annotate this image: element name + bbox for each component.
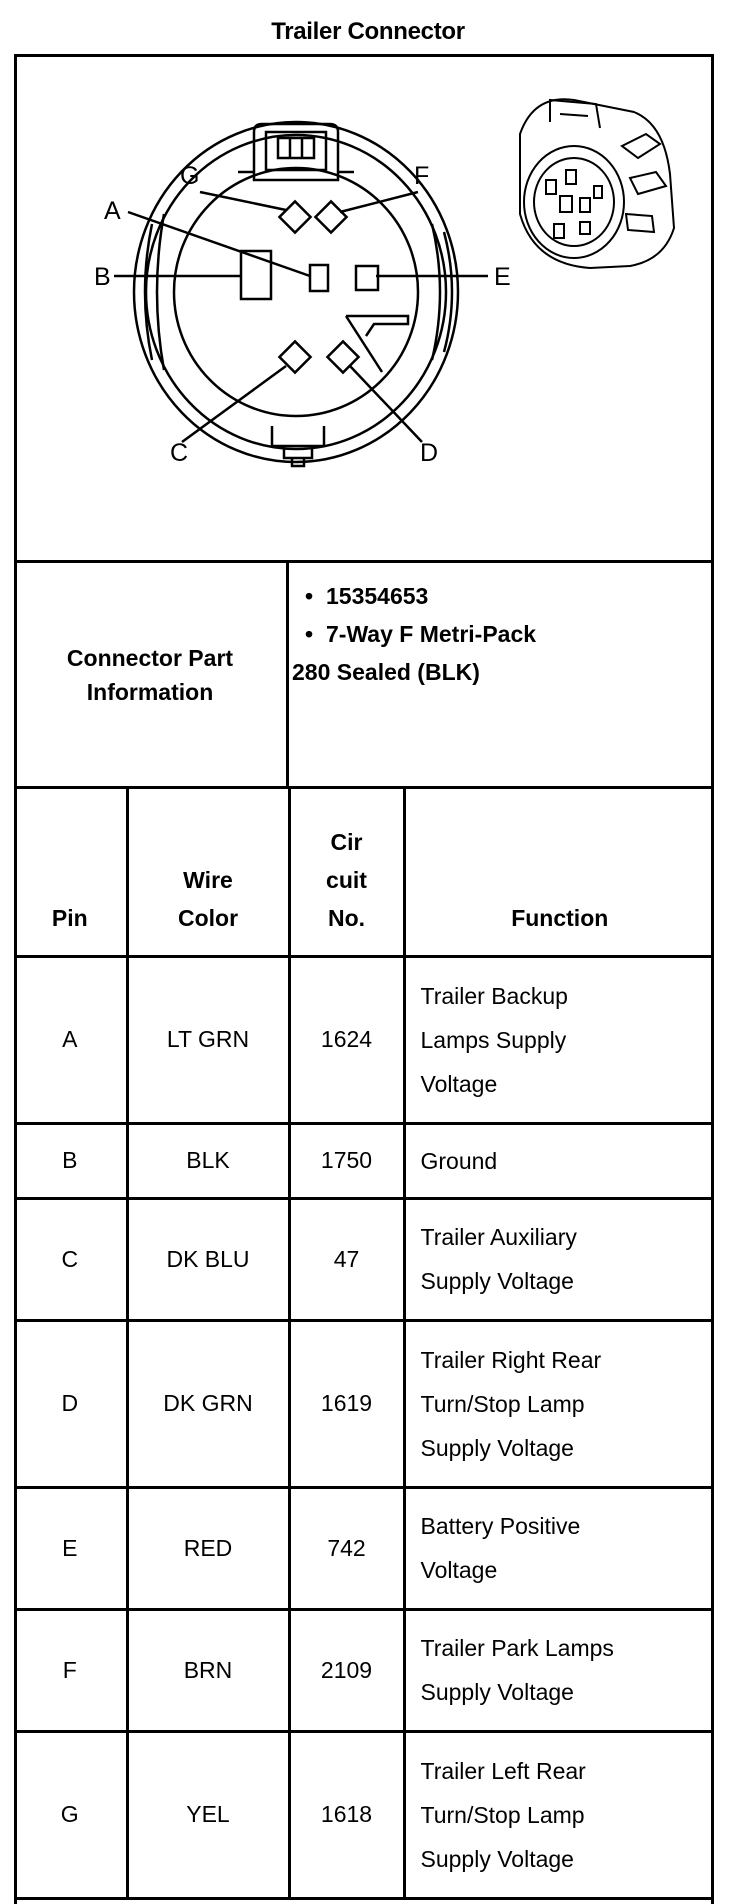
function-line: Ground — [420, 1147, 498, 1174]
function-line: Turn/Stop Lamp — [420, 1390, 585, 1417]
function-cell — [404, 1609, 714, 1731]
function-line: Trailer Right Rear — [420, 1346, 602, 1373]
function-cell — [404, 1123, 714, 1198]
header-circuit-line-1: Cir — [330, 828, 363, 855]
circuit-cell: 742 — [289, 1487, 404, 1609]
connector-type-continuation: 280 Sealed (BLK) — [292, 659, 480, 685]
header-wire-color — [127, 789, 289, 956]
header-pin-text: Pin — [51, 904, 88, 931]
pin-cell: E — [14, 1487, 127, 1609]
table-row — [14, 1198, 714, 1320]
pin-function-table — [14, 789, 714, 1900]
wire-color-cell: BRN — [127, 1609, 289, 1731]
wire-color-cell: DK GRN — [127, 1320, 289, 1487]
part-number: 15354653 — [326, 583, 429, 609]
function-line: Trailer Park Lamps — [420, 1635, 614, 1661]
pin-label-a: A — [104, 197, 121, 225]
connector-part-info-value — [292, 577, 702, 691]
wire-color-cell: DK BLU — [127, 1198, 289, 1320]
pin-leader-lines — [114, 192, 488, 442]
wire-color-cell: BLK — [127, 1123, 289, 1198]
pin-label-f: F — [414, 162, 430, 190]
header-function-text: Function — [511, 904, 609, 931]
pin-terminals — [241, 201, 378, 372]
connector-type: 7-Way F Metri-Pack — [326, 621, 537, 647]
connector-face-diagram — [14, 54, 714, 560]
connector-part-info-label: Connector Part Information — [14, 563, 289, 786]
table-header-row — [14, 789, 714, 956]
document-title: Trailer Connector — [271, 18, 465, 45]
pin-cell: A — [14, 956, 127, 1123]
pin-cell: D — [14, 1320, 127, 1487]
header-circuit-line-2: cuit — [326, 866, 367, 893]
connector-3d-view — [520, 99, 674, 268]
function-cell — [404, 1198, 714, 1320]
pin-label-e: E — [494, 263, 511, 291]
function-line: Supply Voltage — [420, 1679, 574, 1705]
function-cell — [404, 1731, 714, 1898]
function-line: Trailer Backup — [420, 982, 568, 1009]
header-wire-color-line-2: Color — [177, 904, 239, 931]
pin-label-c: C — [170, 439, 189, 467]
circuit-cell: 47 — [289, 1198, 404, 1320]
function-cell — [404, 956, 714, 1123]
pin-table-body — [14, 956, 714, 1898]
function-line: Battery Positive — [420, 1513, 581, 1539]
function-line: Supply Voltage — [420, 1268, 574, 1294]
function-line: Trailer Auxiliary — [420, 1224, 577, 1250]
header-function — [404, 789, 714, 956]
function-cell — [404, 1487, 714, 1609]
function-line: Lamps Supply — [420, 1026, 567, 1053]
circuit-cell: 1619 — [289, 1320, 404, 1487]
table-row — [14, 1320, 714, 1487]
pin-label-g: G — [180, 162, 200, 190]
connector-part-info-row — [14, 563, 714, 789]
wire-color-cell: YEL — [127, 1731, 289, 1898]
function-line: Supply Voltage — [420, 1845, 574, 1872]
table-row — [14, 1731, 714, 1898]
function-cell — [404, 1320, 714, 1487]
header-circuit-no — [289, 789, 404, 956]
circuit-cell: 1618 — [289, 1731, 404, 1898]
circuit-cell: 1750 — [289, 1123, 404, 1198]
part-number-line — [292, 577, 702, 615]
header-pin — [14, 789, 127, 956]
circuit-cell: 1624 — [289, 956, 404, 1123]
table-row — [14, 1609, 714, 1731]
table-row — [14, 1123, 714, 1198]
header-circuit-line-3: No. — [327, 904, 366, 931]
header-wire-color-line-1: Wire — [183, 866, 233, 893]
function-line: Voltage — [420, 1070, 498, 1097]
pin-cell: G — [14, 1731, 127, 1898]
circuit-cell: 2109 — [289, 1609, 404, 1731]
pin-label-d: D — [420, 439, 439, 467]
bullet-icon: • — [304, 583, 314, 609]
pin-label-b: B — [94, 263, 111, 291]
connector-type-line — [292, 615, 702, 653]
bullet-icon: • — [304, 621, 314, 647]
table-row — [14, 1487, 714, 1609]
connector-diagram-cell — [14, 54, 714, 563]
function-line: Voltage — [420, 1557, 498, 1583]
function-line: Supply Voltage — [420, 1434, 574, 1461]
wire-color-cell: LT GRN — [127, 956, 289, 1123]
pin-cell: C — [14, 1198, 127, 1320]
wire-color-cell: RED — [127, 1487, 289, 1609]
table-row — [14, 956, 714, 1123]
pin-cell: F — [14, 1609, 127, 1731]
pin-cell: B — [14, 1123, 127, 1198]
function-line: Trailer Left Rear — [420, 1757, 586, 1784]
function-line: Turn/Stop Lamp — [420, 1801, 585, 1828]
